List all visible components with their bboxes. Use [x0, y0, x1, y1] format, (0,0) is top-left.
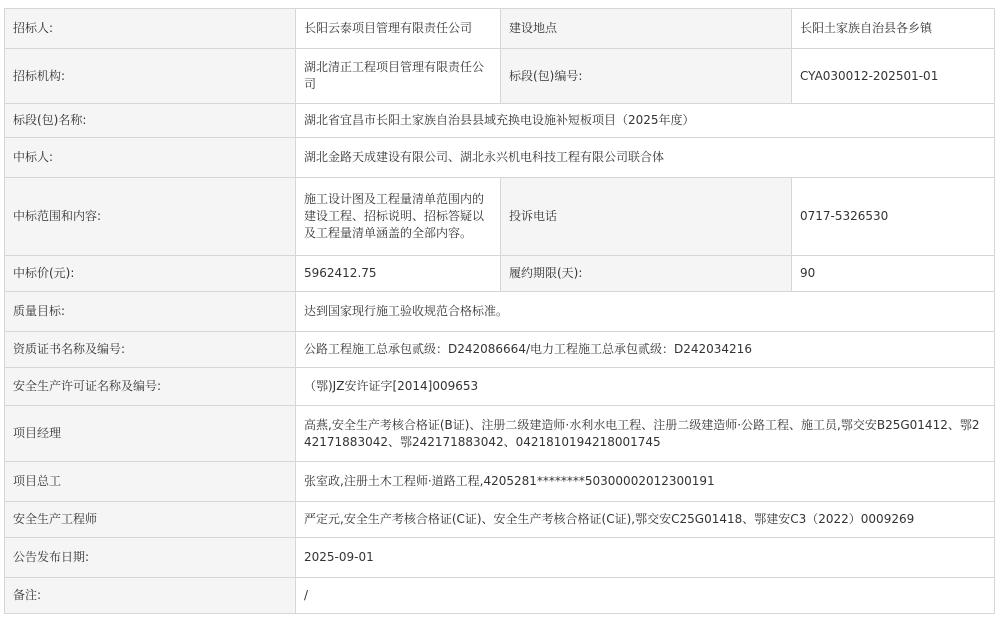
- row-label: 中标价(元):: [5, 256, 296, 292]
- table-row: [5, 104, 995, 138]
- table-row: [5, 538, 995, 578]
- table-row: [5, 368, 995, 406]
- row-label: 履约期限(天):: [501, 256, 792, 292]
- row-label: 招标机构:: [5, 49, 296, 104]
- table-row: [5, 406, 995, 462]
- row-label: 建设地点: [501, 9, 792, 49]
- row-value: 5962412.75: [296, 256, 501, 292]
- row-label: 招标人:: [5, 9, 296, 49]
- row-value: 湖北省宜昌市长阳土家族自治县县域充换电设施补短板项目（2025年度）: [296, 104, 995, 138]
- table-row: [5, 9, 995, 49]
- row-value: 长阳云泰项目管理有限责任公司: [296, 9, 501, 49]
- row-label: 中标范围和内容:: [5, 178, 296, 256]
- row-value: 湖北金路天成建设有限公司、湖北永兴机电科技工程有限公司联合体: [296, 138, 995, 178]
- row-value: 长阳土家族自治县各乡镇: [792, 9, 995, 49]
- row-value: 施工设计图及工程量清单范围内的建设工程、招标说明、招标答疑以及工程量清单涵盖的全部内容。: [296, 178, 501, 256]
- row-label: 安全生产许可证名称及编号:: [5, 368, 296, 406]
- row-value: 严定元,安全生产考核合格证(C证)、安全生产考核合格证(C证),鄂交安C25G01418、鄂建安C3（2022）0009269: [296, 502, 995, 538]
- row-label: 标段(包)名称:: [5, 104, 296, 138]
- table-row: [5, 502, 995, 538]
- row-label: 中标人:: [5, 138, 296, 178]
- row-value: 高燕,安全生产考核合格证(B证)、注册二级建造师·水利水电工程、注册二级建造师·公路工程、施工员,鄂交安B25G01412、鄂242171883042、鄂242171883042、0421810194218001745: [296, 406, 995, 462]
- row-value: 湖北清正工程项目管理有限责任公司: [296, 49, 501, 104]
- row-value: 90: [792, 256, 995, 292]
- row-value: 张室政,注册土木工程师·道路工程,4205281********50300002012300191: [296, 462, 995, 502]
- row-label: 资质证书名称及编号:: [5, 332, 296, 368]
- row-value: 公路工程施工总承包贰级：D242086664/电力工程施工总承包贰级：D242034216: [296, 332, 995, 368]
- row-value: （鄂)JZ安许证字[2014]009653: [296, 368, 995, 406]
- row-label: 备注:: [5, 578, 296, 614]
- award-info-table: [4, 8, 995, 614]
- table-row: [5, 49, 995, 104]
- row-label: 标段(包)编号:: [501, 49, 792, 104]
- row-value: 达到国家现行施工验收规范合格标准。: [296, 292, 995, 332]
- row-value: 2025-09-01: [296, 538, 995, 578]
- row-label: 公告发布日期:: [5, 538, 296, 578]
- row-label: 项目总工: [5, 462, 296, 502]
- row-label: 投诉电话: [501, 178, 792, 256]
- table-row: [5, 462, 995, 502]
- table-row: [5, 256, 995, 292]
- row-value: CYA030012-202501-01: [792, 49, 995, 104]
- table-row: [5, 578, 995, 614]
- row-label: 质量目标:: [5, 292, 296, 332]
- table-row: [5, 138, 995, 178]
- row-value: /: [296, 578, 995, 614]
- table-row: [5, 178, 995, 256]
- row-label: 安全生产工程师: [5, 502, 296, 538]
- table-row: [5, 292, 995, 332]
- table-row: [5, 332, 995, 368]
- row-label: 项目经理: [5, 406, 296, 462]
- row-value: 0717-5326530: [792, 178, 995, 256]
